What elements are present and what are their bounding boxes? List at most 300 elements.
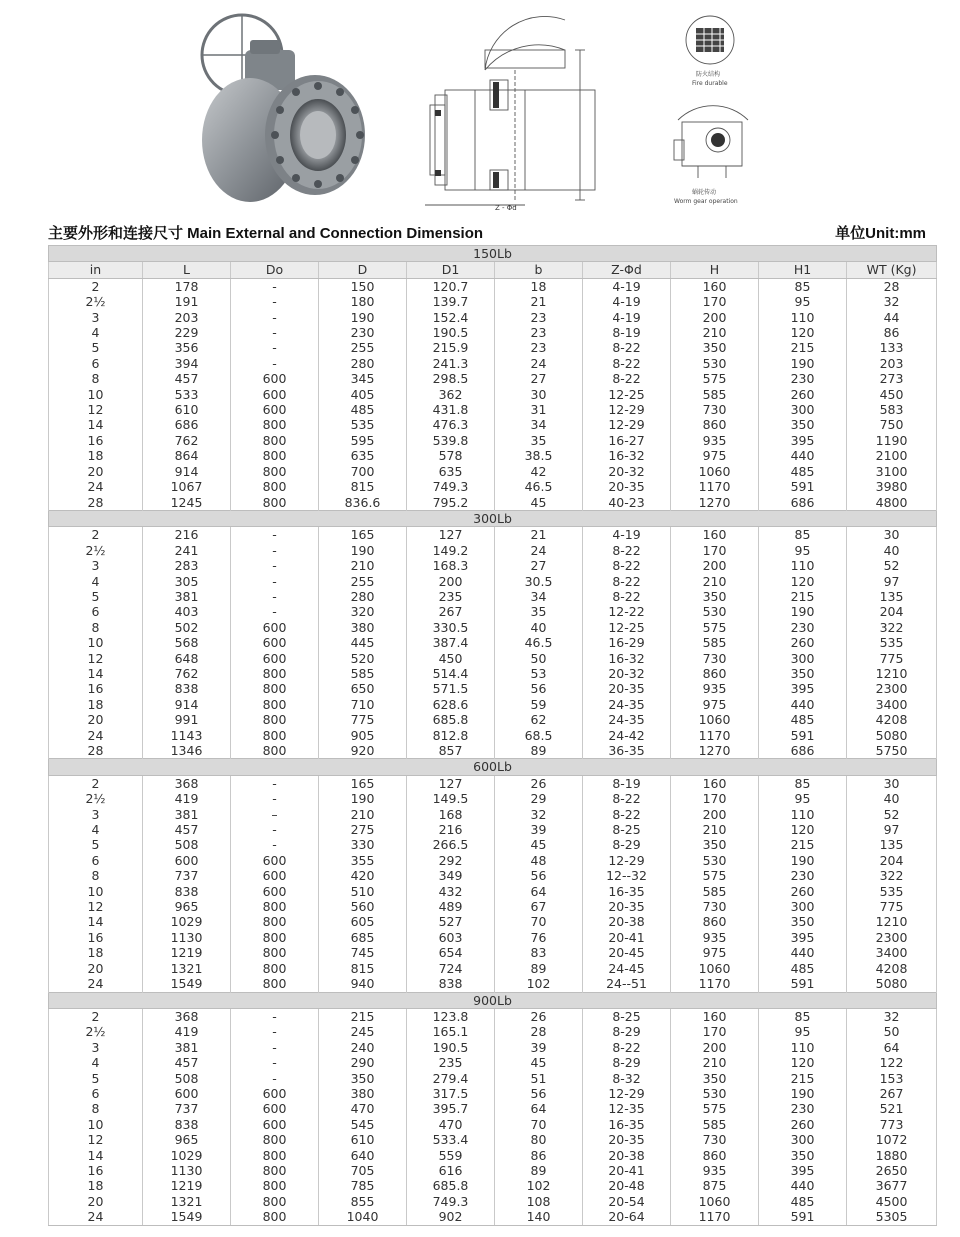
table-cell: 14 (49, 1148, 143, 1163)
table-cell: 1270 (671, 743, 759, 759)
table-cell: 16-35 (583, 1117, 671, 1132)
table-cell: 275 (319, 822, 407, 837)
table-cell: 450 (847, 387, 937, 402)
table-row (49, 837, 937, 852)
table-cell: 1549 (143, 1209, 231, 1225)
table-cell: 300 (759, 1132, 847, 1147)
table-cell: - (231, 837, 319, 852)
table-row (49, 1071, 937, 1086)
table-cell: 8-19 (583, 775, 671, 791)
table-cell: 575 (671, 371, 759, 386)
table-row (49, 417, 937, 432)
table-cell: 5080 (847, 728, 937, 743)
table-row (49, 448, 937, 463)
table-cell: 24 (49, 1209, 143, 1225)
table-cell: 520 (319, 651, 407, 666)
table-cell: 8-25 (583, 822, 671, 837)
table-row (49, 464, 937, 479)
table-cell: 1170 (671, 976, 759, 992)
column-header: WT (Kg) (847, 262, 937, 278)
table-cell: 1029 (143, 1148, 231, 1163)
table-cell: 235 (407, 589, 495, 604)
table-row (49, 807, 937, 822)
table-cell: 46.5 (495, 635, 583, 650)
table-cell: 16 (49, 681, 143, 696)
table-cell: 730 (671, 1132, 759, 1147)
table-cell: 5 (49, 1071, 143, 1086)
table-row (49, 884, 937, 899)
fire-caption-en: Fire durable (692, 80, 728, 87)
table-cell: 1346 (143, 743, 231, 759)
table-cell: 800 (231, 976, 319, 992)
table-cell: - (231, 356, 319, 371)
table-row (49, 1117, 937, 1132)
table-cell: 26 (495, 1008, 583, 1024)
table-cell: 724 (407, 961, 495, 976)
table-cell: 350 (759, 914, 847, 929)
table-cell: 600 (231, 387, 319, 402)
column-header-row (49, 262, 937, 278)
table-cell: 16-27 (583, 433, 671, 448)
table-row (49, 356, 937, 371)
table-row (49, 775, 937, 791)
table-cell: 2 (49, 527, 143, 543)
table-cell: 95 (759, 543, 847, 558)
table-cell: 31 (495, 402, 583, 417)
table-cell: 640 (319, 1148, 407, 1163)
table-cell: 457 (143, 371, 231, 386)
table-cell: 600 (231, 402, 319, 417)
table-cell: 600 (143, 1086, 231, 1101)
table-cell: 110 (759, 558, 847, 573)
table-row (49, 853, 937, 868)
table-cell: 215 (759, 589, 847, 604)
table-cell: 8-22 (583, 574, 671, 589)
table-cell: 322 (847, 620, 937, 635)
table-cell: 20 (49, 961, 143, 976)
table-cell: 585 (671, 1117, 759, 1132)
table-cell: 685.8 (407, 1178, 495, 1193)
table-row (49, 728, 937, 743)
table-cell: 322 (847, 868, 937, 883)
table-cell: 350 (671, 837, 759, 852)
table-cell: 70 (495, 1117, 583, 1132)
table-row (49, 1178, 937, 1193)
table-cell: 16-32 (583, 448, 671, 463)
table-cell: 600 (231, 884, 319, 899)
table-row (49, 743, 937, 759)
table-cell: 24-35 (583, 697, 671, 712)
table-cell: 108 (495, 1194, 583, 1209)
table-cell: 965 (143, 899, 231, 914)
table-cell: 85 (759, 527, 847, 543)
table-cell: 8-22 (583, 791, 671, 806)
table-cell: 470 (319, 1101, 407, 1116)
table-cell: 85 (759, 278, 847, 294)
table-cell: 23 (495, 310, 583, 325)
table-cell: 1321 (143, 961, 231, 976)
column-header: Z-Φd (583, 262, 671, 278)
table-cell: 2½ (49, 294, 143, 309)
table-cell: 350 (759, 666, 847, 681)
table-cell: 381 (143, 589, 231, 604)
table-cell: 165 (319, 527, 407, 543)
table-cell: 20-48 (583, 1178, 671, 1193)
table-cell: 470 (407, 1117, 495, 1132)
table-cell: 59 (495, 697, 583, 712)
table-cell: 6 (49, 604, 143, 619)
table-cell: 1060 (671, 1194, 759, 1209)
table-cell: - (231, 574, 319, 589)
table-row (49, 278, 937, 294)
table-cell: 1245 (143, 495, 231, 511)
table-cell: 749.3 (407, 479, 495, 494)
table-cell: 350 (319, 1071, 407, 1086)
table-cell: 991 (143, 712, 231, 727)
table-cell: 800 (231, 1178, 319, 1193)
table-cell: - (231, 791, 319, 806)
table-cell: 419 (143, 1024, 231, 1039)
pressure-class-row (49, 759, 937, 775)
table-cell: 89 (495, 743, 583, 759)
table-cell: 190 (319, 791, 407, 806)
table-cell: 705 (319, 1163, 407, 1178)
table-cell: 775 (319, 712, 407, 727)
table-cell: 3 (49, 807, 143, 822)
table-cell: 935 (671, 930, 759, 945)
table-cell: 838 (143, 1117, 231, 1132)
table-cell: 2 (49, 1008, 143, 1024)
table-cell: 2300 (847, 681, 937, 696)
table-cell: 18 (49, 1178, 143, 1193)
table-row (49, 1148, 937, 1163)
table-cell: 2½ (49, 791, 143, 806)
table-cell: 2 (49, 278, 143, 294)
table-cell: 600 (231, 868, 319, 883)
table-cell: 8-22 (583, 356, 671, 371)
table-cell: 292 (407, 853, 495, 868)
table-cell: 140 (495, 1209, 583, 1225)
table-cell: 180 (319, 294, 407, 309)
table-cell: 654 (407, 945, 495, 960)
fire-durable-detail (678, 10, 758, 90)
table-cell: 178 (143, 278, 231, 294)
table-cell: 485 (319, 402, 407, 417)
column-header: H1 (759, 262, 847, 278)
table-cell: 362 (407, 387, 495, 402)
table-cell: 32 (847, 294, 937, 309)
table-cell: 190.5 (407, 325, 495, 340)
table-cell: 6 (49, 356, 143, 371)
table-cell: - (231, 1055, 319, 1070)
table-cell: 24 (495, 356, 583, 371)
table-cell: 535 (847, 884, 937, 899)
table-cell: 1067 (143, 479, 231, 494)
table-cell: 1072 (847, 1132, 937, 1147)
table-cell: 8-22 (583, 543, 671, 558)
table-cell: 18 (49, 697, 143, 712)
table-cell: - (231, 340, 319, 355)
table-cell: 355 (319, 853, 407, 868)
table-cell: 229 (143, 325, 231, 340)
table-cell: 585 (671, 884, 759, 899)
table-cell: - (231, 294, 319, 309)
table-cell: 14 (49, 417, 143, 432)
table-cell: 56 (495, 868, 583, 883)
table-cell: 51 (495, 1071, 583, 1086)
table-cell: 800 (231, 479, 319, 494)
table-cell: - (231, 278, 319, 294)
table-cell: 800 (231, 1209, 319, 1225)
pressure-class-label: 900Lb (49, 992, 937, 1008)
table-cell: 330.5 (407, 620, 495, 635)
table-cell: 241.3 (407, 356, 495, 371)
pressure-class-row (49, 992, 937, 1008)
table-cell: 600 (231, 635, 319, 650)
worm-caption-cn: 蜗轮传动 (692, 189, 717, 196)
figures-area (0, 0, 960, 218)
table-cell: 12-25 (583, 620, 671, 635)
table-cell: 52 (847, 807, 937, 822)
table-cell: 1190 (847, 433, 937, 448)
table-cell: 27 (495, 558, 583, 573)
table-cell: 560 (319, 899, 407, 914)
table-cell: 24-45 (583, 961, 671, 976)
table-cell: 190 (759, 853, 847, 868)
table-cell: 16-32 (583, 651, 671, 666)
table-cell: 30 (847, 527, 937, 543)
table-cell: 50 (495, 651, 583, 666)
table-cell: 110 (759, 807, 847, 822)
table-cell: 8-29 (583, 1055, 671, 1070)
table-cell: 800 (231, 899, 319, 914)
table-cell: 12-35 (583, 1101, 671, 1116)
table-cell: 935 (671, 433, 759, 448)
table-cell: 530 (671, 853, 759, 868)
table-cell: 160 (671, 278, 759, 294)
table-cell: 650 (319, 681, 407, 696)
table-cell: 431.8 (407, 402, 495, 417)
table-row (49, 325, 937, 340)
table-cell: 64 (495, 884, 583, 899)
table-cell: 545 (319, 1117, 407, 1132)
table-cell: 535 (319, 417, 407, 432)
table-cell: 35 (495, 433, 583, 448)
table-row (49, 712, 937, 727)
dimension-table (48, 245, 937, 1226)
table-cell: 110 (759, 1040, 847, 1055)
table-cell: 150 (319, 278, 407, 294)
table-row (49, 961, 937, 976)
table-row (49, 868, 937, 883)
table-cell: 533.4 (407, 1132, 495, 1147)
table-cell: 10 (49, 884, 143, 899)
table-row (49, 433, 937, 448)
table-cell: 395.7 (407, 1101, 495, 1116)
table-cell: 255 (319, 574, 407, 589)
table-cell: 203 (143, 310, 231, 325)
table-cell: 762 (143, 433, 231, 448)
table-cell: 95 (759, 294, 847, 309)
column-header: b (495, 262, 583, 278)
table-cell: 855 (319, 1194, 407, 1209)
table-cell: 240 (319, 1040, 407, 1055)
table-cell: 149.2 (407, 543, 495, 558)
table-cell: 190 (759, 356, 847, 371)
table-cell: 300 (759, 899, 847, 914)
table-cell: 489 (407, 899, 495, 914)
table-cell: 45 (495, 495, 583, 511)
table-cell: 28 (847, 278, 937, 294)
table-cell: 635 (319, 448, 407, 463)
table-cell: - (231, 543, 319, 558)
table-cell: 568 (143, 635, 231, 650)
table-cell: 245 (319, 1024, 407, 1039)
table-cell: 795.2 (407, 495, 495, 511)
table-row (49, 479, 937, 494)
table-cell: 975 (671, 448, 759, 463)
table-cell: 290 (319, 1055, 407, 1070)
table-cell: 12 (49, 651, 143, 666)
table-cell: 86 (495, 1148, 583, 1163)
table-cell: 230 (759, 868, 847, 883)
table-cell: 97 (847, 822, 937, 837)
table-cell: 350 (671, 589, 759, 604)
table-cell: 203 (847, 356, 937, 371)
table-cell: 16 (49, 930, 143, 945)
table-cell: 605 (319, 914, 407, 929)
table-cell: 190.5 (407, 1040, 495, 1055)
section-drawing (415, 10, 605, 210)
table-cell: 317.5 (407, 1086, 495, 1101)
table-cell: 210 (671, 574, 759, 589)
table-cell: 1060 (671, 961, 759, 976)
table-cell: 2½ (49, 1024, 143, 1039)
table-cell: 5 (49, 837, 143, 852)
table-cell: 283 (143, 558, 231, 573)
table-cell: 935 (671, 681, 759, 696)
table-cell: 8-22 (583, 807, 671, 822)
table-cell: 530 (671, 604, 759, 619)
table-cell: 585 (671, 635, 759, 650)
table-cell: 64 (495, 1101, 583, 1116)
table-cell: 135 (847, 837, 937, 852)
table-cell: 86 (847, 325, 937, 340)
table-row (49, 697, 937, 712)
table-cell: 585 (671, 387, 759, 402)
table-cell: 450 (407, 651, 495, 666)
table-cell: 5305 (847, 1209, 937, 1225)
table-cell: - (231, 1071, 319, 1086)
table-cell: 773 (847, 1117, 937, 1132)
table-cell: 200 (407, 574, 495, 589)
table-cell: 14 (49, 914, 143, 929)
table-cell: 20-38 (583, 914, 671, 929)
table-cell: 8-22 (583, 371, 671, 386)
table-cell: 10 (49, 635, 143, 650)
table-cell: 600 (231, 371, 319, 386)
table-cell: 745 (319, 945, 407, 960)
table-cell: 685 (319, 930, 407, 945)
table-cell: 1170 (671, 1209, 759, 1225)
table-row (49, 1101, 937, 1116)
table-cell: 800 (231, 666, 319, 681)
table-cell: 800 (231, 945, 319, 960)
table-row (49, 1163, 937, 1178)
table-cell: 122 (847, 1055, 937, 1070)
table-cell: 260 (759, 635, 847, 650)
table-cell: 28 (49, 495, 143, 511)
table-cell: 8-19 (583, 325, 671, 340)
table-row (49, 294, 937, 309)
table-cell: 860 (671, 914, 759, 929)
table-row (49, 930, 937, 945)
table-cell: 420 (319, 868, 407, 883)
table-cell: 350 (759, 417, 847, 432)
table-cell: 381 (143, 807, 231, 822)
column-header: L (143, 262, 231, 278)
table-cell: 508 (143, 1071, 231, 1086)
worm-caption-en: Worm gear operation (674, 198, 738, 205)
table-row (49, 1132, 937, 1147)
table-cell: 860 (671, 417, 759, 432)
table-row (49, 340, 937, 355)
table-cell: 395 (759, 930, 847, 945)
table-row (49, 651, 937, 666)
pressure-class-row (49, 246, 937, 262)
table-cell: 190 (319, 310, 407, 325)
table-cell: 800 (231, 464, 319, 479)
table-cell: 4 (49, 574, 143, 589)
table-cell: 241 (143, 543, 231, 558)
table-cell: 4208 (847, 712, 937, 727)
table-cell: 730 (671, 899, 759, 914)
table-cell: 1219 (143, 945, 231, 960)
table-cell: 4-19 (583, 278, 671, 294)
table-cell: 20-32 (583, 666, 671, 681)
column-header: H (671, 262, 759, 278)
table-cell: 12-22 (583, 604, 671, 619)
table-cell: 395 (759, 433, 847, 448)
table-row (49, 371, 937, 386)
table-cell: 3 (49, 310, 143, 325)
table-cell: 440 (759, 945, 847, 960)
table-cell: 5 (49, 340, 143, 355)
table-cell: 8-32 (583, 1071, 671, 1086)
table-cell: 215 (759, 837, 847, 852)
table-cell: 160 (671, 1008, 759, 1024)
table-cell: 165 (319, 775, 407, 791)
table-cell: 4500 (847, 1194, 937, 1209)
table-cell: 860 (671, 1148, 759, 1163)
table-cell: 24 (495, 543, 583, 558)
table-cell: 133 (847, 340, 937, 355)
table-cell: 210 (671, 325, 759, 340)
table-cell: 750 (847, 417, 937, 432)
table-cell: 508 (143, 837, 231, 852)
table-cell: 260 (759, 1117, 847, 1132)
table-row (49, 310, 937, 325)
table-cell: 10 (49, 1117, 143, 1132)
table-cell: 381 (143, 1040, 231, 1055)
table-cell: 1040 (319, 1209, 407, 1225)
table-cell: 29 (495, 791, 583, 806)
table-cell: 1270 (671, 495, 759, 511)
table-cell: 24 (49, 976, 143, 992)
table-cell: 1130 (143, 930, 231, 945)
table-cell: 85 (759, 775, 847, 791)
table-cell: 235 (407, 1055, 495, 1070)
